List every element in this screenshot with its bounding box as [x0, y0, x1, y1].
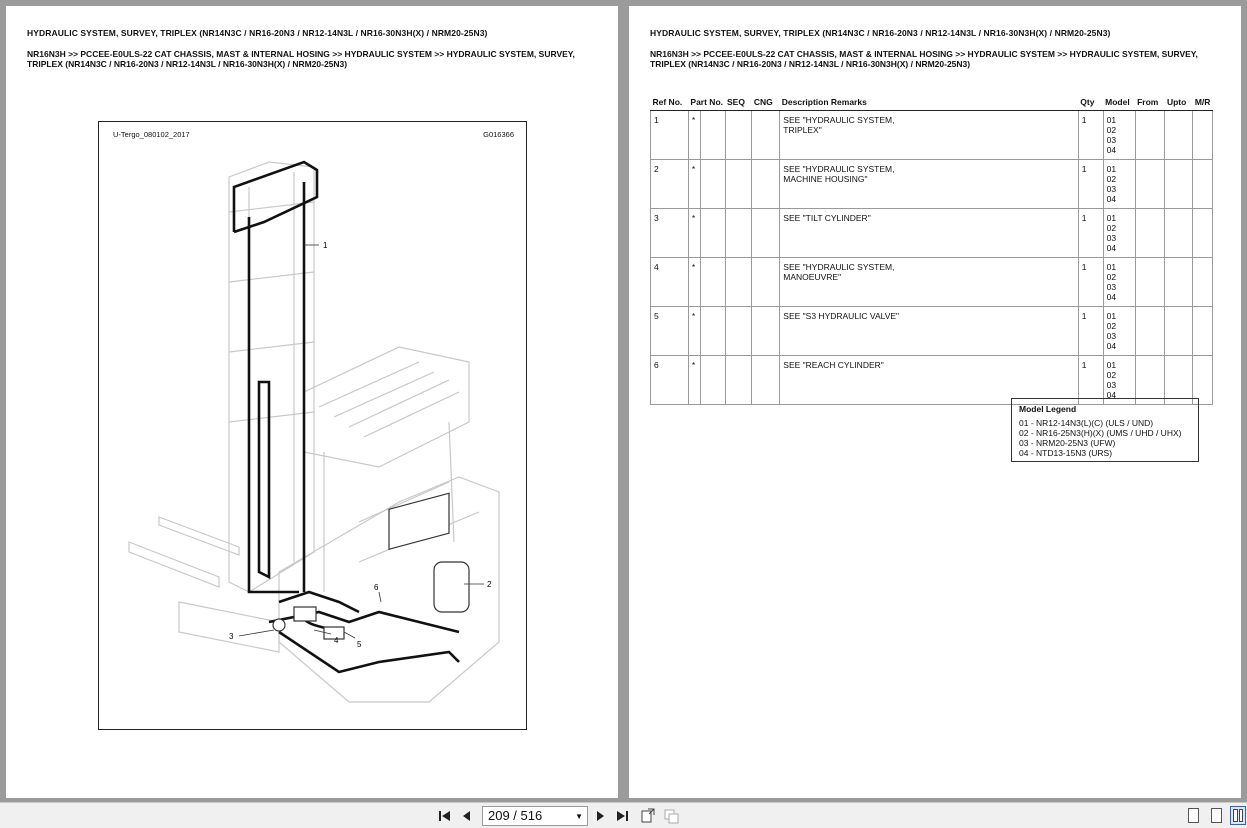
part-no-cell [700, 355, 725, 404]
part-marker-cell: * [688, 306, 700, 355]
next-page-icon[interactable] [591, 807, 609, 825]
from-cell [1135, 257, 1165, 306]
mr-cell [1193, 306, 1213, 355]
chevron-down-icon: ▼ [575, 812, 583, 821]
upto-cell [1165, 355, 1193, 404]
model-cell [1103, 208, 1135, 257]
upto-cell [1165, 306, 1193, 355]
model-code: 03 [1106, 330, 1117, 341]
figure-drawing-id: G016366 [483, 130, 514, 139]
col-model: Model [1103, 94, 1135, 110]
model-cell [1103, 159, 1135, 208]
parts-table [650, 94, 1213, 405]
qty-cell: 1 [1078, 208, 1103, 257]
col-cng: CNG [752, 94, 780, 110]
mr-cell [1193, 110, 1213, 159]
part-marker-cell: * [688, 208, 700, 257]
parts-table-body [651, 110, 1213, 404]
page-number-select[interactable] [482, 806, 588, 826]
model-code: 03 [1106, 134, 1117, 145]
cng-cell [752, 355, 780, 404]
model-code: 02 [1106, 124, 1117, 135]
col-seq: SEQ [725, 94, 752, 110]
breadcrumb: NR16N3H >> PCCEE-E0ULS-22 CAT CHASSIS, MAST & INTERNAL HOSING >> HYDRAULIC SYSTEM >> HYDRAULIC SYSTEM, SURVEY, TRIPLEX (NR14N3C / NR16-20N3 / NR12-14N3L / NR16-30N3H(X) / NRM20-25N3) [27, 49, 575, 69]
ref-no-cell: 6 [651, 355, 689, 404]
legend-item: 04 - NTD13-15N3 (URS) [1019, 448, 1113, 458]
breadcrumb-right: NR16N3H >> PCCEE-E0ULS-22 CAT CHASSIS, MAST & INTERNAL HOSING >> HYDRAULIC SYSTEM >> HYDRAULIC SYSTEM, SURVEY, TRIPLEX (NR14N3C / NR16-20N3 / NR12-14N3L / NR16-30N3H(X) / NRM20-25N3) [650, 49, 1198, 69]
model-code: 01 [1106, 261, 1117, 272]
two-page-icon[interactable] [1230, 806, 1246, 825]
ref-no-cell: 5 [651, 306, 689, 355]
continuous-page-icon[interactable] [1211, 808, 1222, 823]
cng-cell [752, 159, 780, 208]
qty-cell: 1 [1078, 110, 1103, 159]
mr-cell [1193, 257, 1213, 306]
figure-source-id: U-Tergo_080102_2017 [113, 130, 190, 139]
qty-cell: 1 [1078, 355, 1103, 404]
fit-page-icon[interactable] [639, 807, 657, 825]
callout-3: 3 [229, 632, 234, 641]
model-code: 03 [1106, 379, 1117, 390]
part-no-cell [700, 159, 725, 208]
qty-cell: 1 [1078, 159, 1103, 208]
forklift-drawing [99, 122, 528, 731]
from-cell [1135, 159, 1165, 208]
model-code: 04 [1106, 144, 1117, 155]
seq-cell [725, 306, 752, 355]
model-code: 04 [1106, 291, 1117, 302]
model-code: 02 [1106, 320, 1117, 331]
model-code: 01 [1106, 212, 1117, 223]
table-row [651, 306, 1213, 355]
callout-6: 6 [374, 583, 379, 592]
seq-cell [725, 355, 752, 404]
part-marker-cell: * [688, 355, 700, 404]
page-title: HYDRAULIC SYSTEM, SURVEY, TRIPLEX (NR14N3C / NR16-20N3 / NR12-14N3L / NR16-30N3H(X) / NRM20-25N3) [27, 28, 488, 38]
qty-cell: 1 [1078, 306, 1103, 355]
prev-page-icon[interactable] [458, 807, 476, 825]
two-page-left-icon [1233, 809, 1238, 822]
description-cell: SEE "HYDRAULIC SYSTEM, MANOEUVRE" [780, 257, 1079, 306]
callout-1: 1 [323, 241, 328, 250]
model-code: 01 [1106, 114, 1117, 125]
from-cell [1135, 355, 1165, 404]
col-description: Description Remarks [780, 94, 1079, 110]
callout-4: 4 [334, 636, 339, 645]
model-code: 02 [1106, 271, 1117, 282]
qty-cell: 1 [1078, 257, 1103, 306]
callout-5: 5 [357, 640, 362, 649]
col-from: From [1135, 94, 1165, 110]
model-code: 03 [1106, 281, 1117, 292]
from-cell [1135, 306, 1165, 355]
model-code: 02 [1106, 222, 1117, 233]
model-code: 04 [1106, 242, 1117, 253]
two-page-right-icon [1239, 809, 1244, 822]
ref-no-cell: 2 [651, 159, 689, 208]
model-code: 02 [1106, 173, 1117, 184]
model-code: 01 [1106, 359, 1117, 370]
model-code: 02 [1106, 369, 1117, 380]
part-marker-cell: * [688, 159, 700, 208]
page-title-right: HYDRAULIC SYSTEM, SURVEY, TRIPLEX (NR14N3C / NR16-20N3 / NR12-14N3L / NR16-30N3H(X) / NRM20-25N3) [650, 28, 1111, 38]
model-code: 03 [1106, 232, 1117, 243]
part-marker-cell: * [688, 110, 700, 159]
page-indicator: 209 / 516 [488, 808, 543, 823]
description-cell: SEE "HYDRAULIC SYSTEM, TRIPLEX" [780, 110, 1079, 159]
description-cell: SEE "S3 HYDRAULIC VALVE" [780, 306, 1079, 355]
model-code: 01 [1106, 163, 1117, 174]
upto-cell [1165, 257, 1193, 306]
cng-cell [752, 110, 780, 159]
table-row [651, 159, 1213, 208]
ref-no-cell: 4 [651, 257, 689, 306]
cng-cell [752, 306, 780, 355]
upto-cell [1165, 159, 1193, 208]
mr-cell [1193, 208, 1213, 257]
model-cell [1103, 355, 1135, 404]
cng-cell [752, 208, 780, 257]
left-page [6, 6, 618, 798]
model-code: 04 [1106, 389, 1117, 400]
col-mr: M/R [1193, 94, 1213, 110]
seq-cell [725, 159, 752, 208]
col-qty: Qty [1078, 94, 1103, 110]
model-cell [1103, 257, 1135, 306]
table-row [651, 208, 1213, 257]
single-page-icon[interactable] [1188, 808, 1199, 823]
model-legend [1011, 398, 1199, 462]
legend-item: 02 - NR16-25N3(H)(X) (UMS / UHD / UHX) [1019, 428, 1182, 438]
model-code: 03 [1106, 183, 1117, 194]
mr-cell [1193, 355, 1213, 404]
seq-cell [725, 208, 752, 257]
table-header-row [651, 94, 1213, 110]
mr-cell [1193, 159, 1213, 208]
legend-item: 03 - NRM20-25N3 (UFW) [1019, 438, 1116, 448]
hydraulic-components [273, 493, 469, 639]
parts-illustration [98, 121, 527, 730]
fit-width-icon[interactable] [662, 807, 680, 825]
legend-title: Model Legend [1019, 404, 1077, 414]
from-cell [1135, 110, 1165, 159]
part-marker-cell: * [688, 257, 700, 306]
model-code: 04 [1106, 193, 1117, 204]
model-cell [1103, 306, 1135, 355]
legend-item: 01 - NR12-14N3(L)(C) (ULS / UND) [1019, 418, 1154, 428]
right-page [629, 6, 1241, 798]
seq-cell [725, 257, 752, 306]
part-no-cell [700, 306, 725, 355]
viewer-toolbar [0, 802, 1247, 828]
ref-no-cell: 3 [651, 208, 689, 257]
col-upto: Upto [1165, 94, 1193, 110]
from-cell [1135, 208, 1165, 257]
seq-cell [725, 110, 752, 159]
ref-no-cell: 1 [651, 110, 689, 159]
description-cell: SEE "REACH CYLINDER" [780, 355, 1079, 404]
description-cell: SEE "TILT CYLINDER" [780, 208, 1079, 257]
table-row [651, 110, 1213, 159]
upto-cell [1165, 208, 1193, 257]
hydraulic-hoses [234, 162, 459, 672]
part-no-cell [700, 257, 725, 306]
col-ref-no: Ref No. [651, 94, 689, 110]
description-cell: SEE "HYDRAULIC SYSTEM, MACHINE HOUSING" [780, 159, 1079, 208]
col-part-no: Part No. [688, 94, 725, 110]
model-code: 01 [1106, 310, 1117, 321]
part-no-cell [700, 208, 725, 257]
callout-2: 2 [487, 580, 492, 589]
table-row [651, 257, 1213, 306]
part-no-cell [700, 110, 725, 159]
table-row [651, 355, 1213, 404]
first-page-icon[interactable] [436, 807, 454, 825]
model-cell [1103, 110, 1135, 159]
cng-cell [752, 257, 780, 306]
upto-cell [1165, 110, 1193, 159]
last-page-icon[interactable] [613, 807, 631, 825]
model-code: 04 [1106, 340, 1117, 351]
